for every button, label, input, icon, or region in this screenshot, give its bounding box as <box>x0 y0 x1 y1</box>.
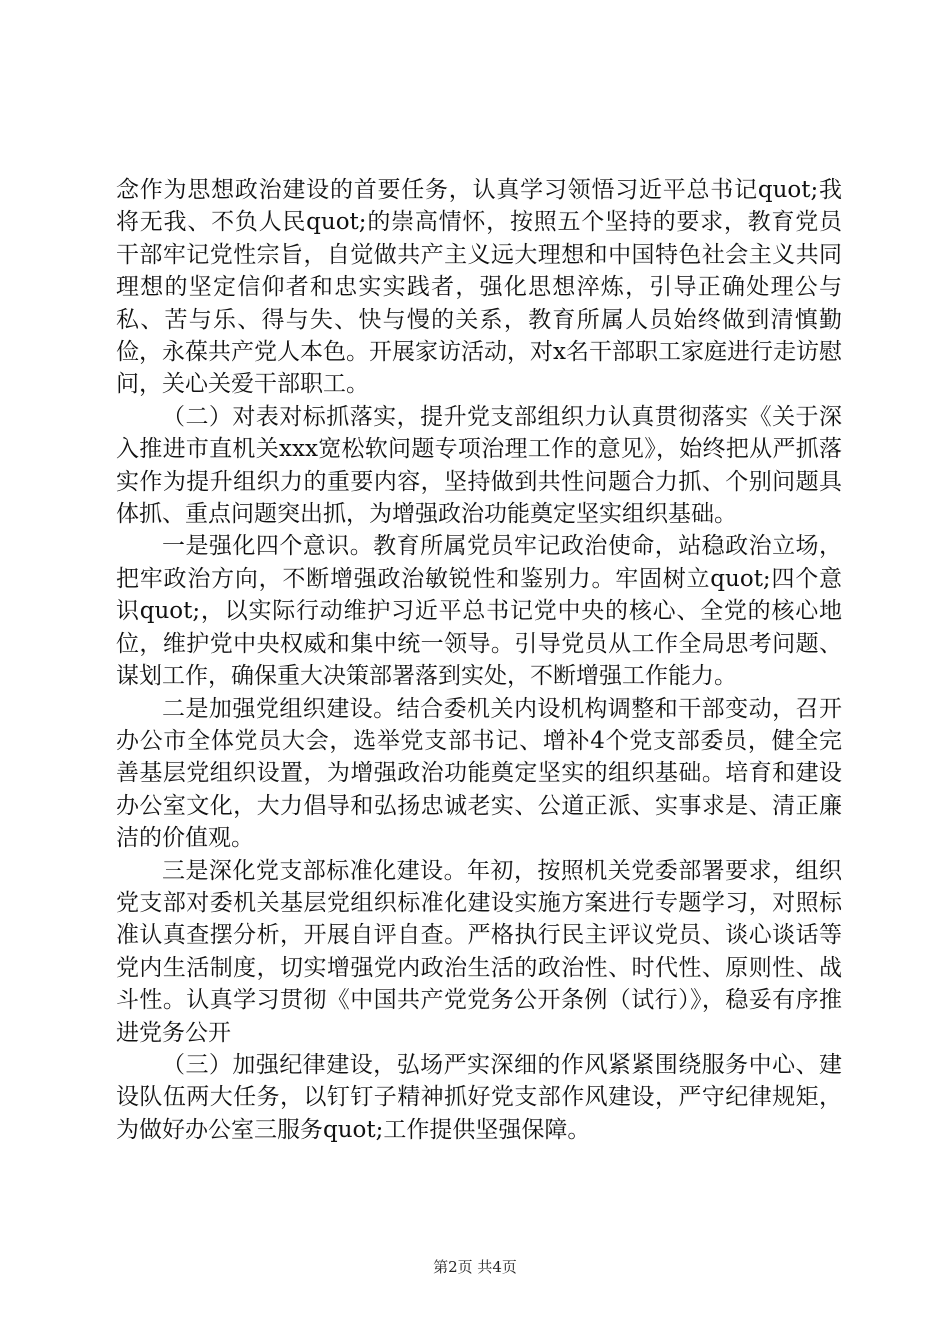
document-body <box>116 174 842 1146</box>
paragraph-3: 一是强化四个意识。教育所属党员牢记政治使命，站稳政治立场，把牢政治方向，不断增强政治敏锐性和鉴别力。牢固树立quot;四个意识quot;，以实际行动维护习近平总书记党中央的核心、全党的核心地位，维护党中央权威和集中统一领导。引导党员从工作全局思考问题、谋划工作，确保重大决策部署落到实处，不断增强工作能力。 <box>116 533 842 690</box>
page-number-footer: 第2页 共4页 <box>433 1258 517 1276</box>
paragraph-4: 二是加强党组织建设。结合委机关内设机构调整和干部变动，召开办公市全体党员大会，选举党支部书记、增补4个党支部委员，健全完善基层党组织设置，为增强政治功能奠定坚实的组织基础。培育和建设办公室文化，大力倡导和弘扬忠诚老实、公道正派、实事求是、清正廉洁的价值观。 <box>116 695 842 852</box>
paragraph-1: 念作为思想政治建设的首要任务，认真学习领悟习近平总书记quot;我将无我、不负人民quot;的崇高情怀，按照五个坚持的要求，教育党员干部牢记党性宗旨，自觉做共产主义远大理想和中国特色社会主义共同理想的坚定信仰者和忠实实践者，强化思想淬炼，引导正确处理公与私、苦与乐、得与失、快与慢的关系，教育所属人员始终做到清慎勤俭，永葆共产党人本色。开展家访活动，对x名干部职工家庭进行走访慰问，关心关爱干部职工。 <box>116 177 842 398</box>
paragraph-5: 三是深化党支部标准化建设。年初，按照机关党委部署要求，组织党支部对委机关基层党组织标准化建设实施方案进行专题学习，对照标准认真查摆分析，开展自评自查。严格执行民主评议党员、谈心谈话等党内生活制度，切实增强党内政治生活的政治性、时代性、原则性、战斗性。认真学习贯彻《中国共产党党务公开条例（试行）》，稳妥有序推进党务公开 <box>116 857 842 1046</box>
paragraph-6: （三）加强纪律建设，弘场严实深细的作风紧紧围绕服务中心、建设队伍两大任务，以钉钉子精神抓好党支部作风建设，严守纪律规矩，为做好办公室三服务quot;工作提供坚强保障。 <box>116 1051 842 1143</box>
paragraph-2: （二）对表对标抓落实，提升党支部组织力认真贯彻落实《关于深入推进市直机关xxx宽松软问题专项治理工作的意见》，始终把从严抓落实作为提升组织力的重要内容，坚持做到共性问题合力抓、个别问题具体抓、重点问题突出抓，为增强政治功能奠定坚实组织基础。 <box>116 403 842 528</box>
